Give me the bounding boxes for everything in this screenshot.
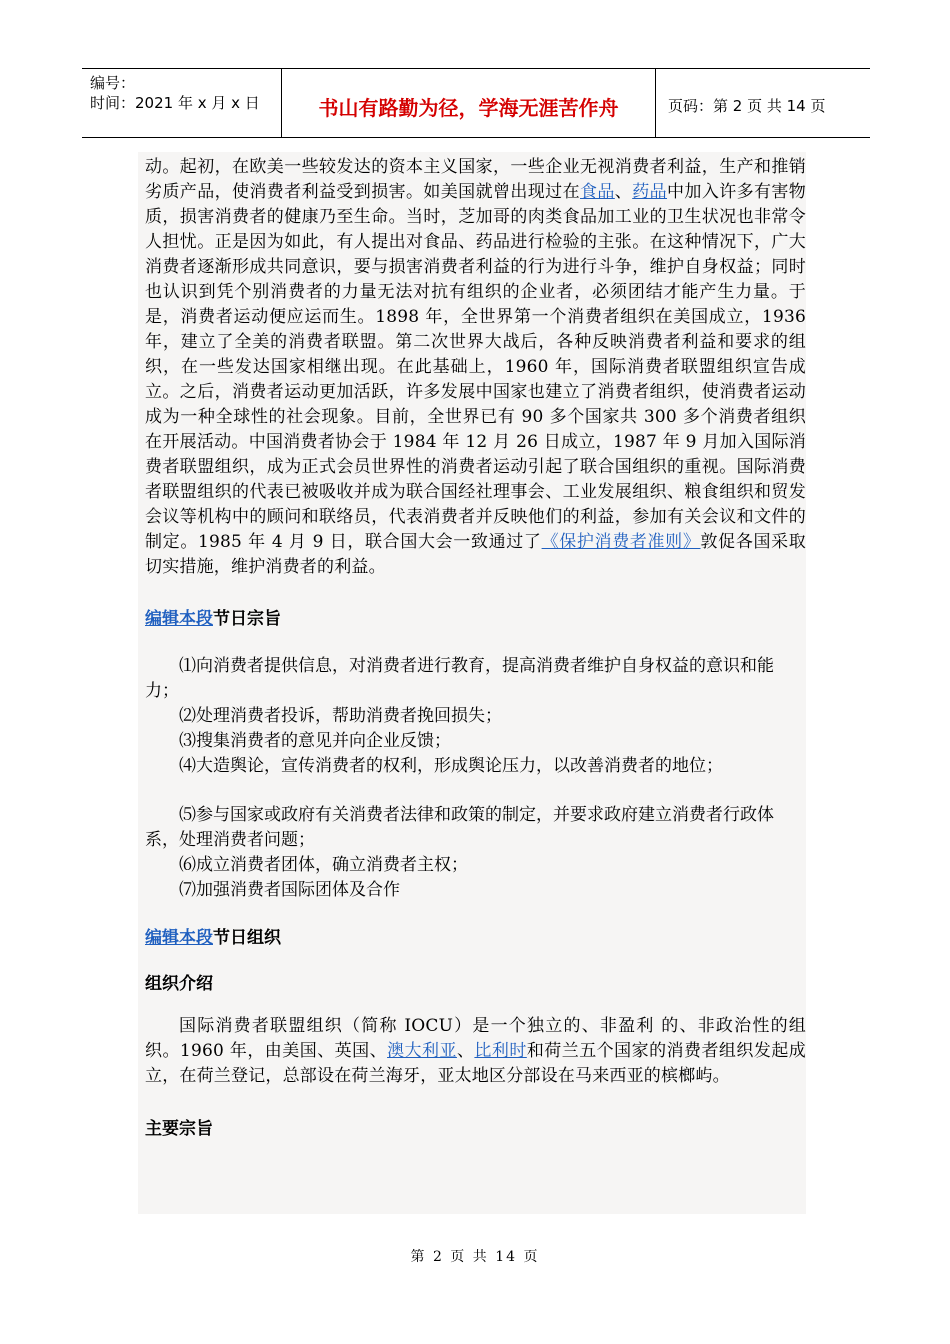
header-page-info: 页码：第 2 页 共 14 页 <box>668 96 826 115</box>
list-item: ⑺加强消费者国际团体及合作 <box>179 880 400 900</box>
link-belgium[interactable]: 比利时 <box>474 1041 527 1061</box>
page-footer: 第 2 页 共 14 页 <box>410 1249 540 1265</box>
history-paragraph: 动。起初，在欧美一些较发达的资本主义国家，一些企业无视消费者利益，生产和推销劣质产品，使消费者利益受到损害。如美国就曾出现过在食品、药品中加入许多有害物质，损害消费者的健康乃至生命。当时，芝加哥的肉类食品加工业的卫生状况也非常令人担忧。正是因为如此，有人提出对食品、药品进行检验的主张。在这种情况下，广大消费者逐渐形成共同意识，要与损害消费者利益的行为进行斗争，维护自身权益；同时也认识到凭个别消费者的力量无法对抗有组织的企业者，必须团结才能产生力量。于是，消费者运动便应运而生。1898 年，全世界第一个消费者组织在美国成立，1936 年，建立了全美的消费者联盟。第二次世界大战后，各种反映消费者利益和要求的组织，在一些发达国家相继出现。在此基础上，1960 年，国际消费者联盟组织宣告成立。之后，消费者运动更加活跃，许多发展中国家也建立了消费者组织，使消费者运动成为一种全球性的社会现象。目前，全世界已有 90 多个国家共 300 多个消费者组织在开展活动。中国消费者协会于 1984 年 12 月 26 日成立，1987 年 9 月加入国际消费者联盟组织，成为正式会员世界性的消费者运动引起了联合国组织的重视。国际消费者联盟组织的代表已被吸收并成为联合国经社理事会、工业发展组织、粮食组织和贸发会议等机构中的顾问和联络员，代表消费者并反映他们的利益，参加有关会议和文件的制定。1985 年 4 月 9 日，联合国大会一致通过了《保护消费者准则》敦促各国采取切实措施，维护消费者的利益。 <box>145 157 807 577</box>
edit-section-link[interactable]: 编辑本段 <box>145 609 213 629</box>
link-food[interactable]: 食品 <box>579 182 615 202</box>
list-item: ⑹成立消费者团体，确立消费者主权； <box>179 855 468 875</box>
header-date: 时间：2021 年 x 月 x 日 <box>90 94 260 112</box>
list-item: ⑸参与国家或政府有关消费者法律和政策的制定，并要求政府建立消费者行政体系，处理消费者问题； <box>145 805 774 850</box>
list-item: ⑷大造舆论，宣传消费者的权利，形成舆论压力，以改善消费者的地位； <box>179 756 723 776</box>
document-body <box>138 152 806 1214</box>
purpose-list-1 <box>145 654 806 779</box>
section-title: 节日宗旨 <box>213 609 281 629</box>
list-item: ⑵处理消费者投诉，帮助消费者挽回损失； <box>179 706 502 726</box>
page-header <box>82 68 870 138</box>
list-item: ⑶搜集消费者的意见并向企业反馈； <box>179 731 451 751</box>
sub-heading-introduction: 组织介绍 <box>145 974 213 994</box>
organization-paragraph: 国际消费者联盟组织（简称 IOCU）是一个独立的、非盈利 的、非政治性的组织。1960 年，由美国、英国、澳大利亚、比利时和荷兰五个国家的消费者组织发起成立，在荷兰登记，总部设在荷兰海牙，亚太地区分部设在马来西亚的槟榔屿。 <box>145 1016 806 1086</box>
section-title: 节日组织 <box>213 928 281 948</box>
section-heading-organization <box>145 926 806 950</box>
link-australia[interactable]: 澳大利亚 <box>387 1041 457 1061</box>
edit-section-link[interactable]: 编辑本段 <box>145 928 213 948</box>
header-motto: 书山有路勤为径，学海无涯苦作舟 <box>282 69 656 137</box>
link-medicine[interactable]: 药品 <box>632 182 668 202</box>
header-number: 编号： <box>90 74 136 92</box>
list-item: ⑴向消费者提供信息，对消费者进行教育，提高消费者维护自身权益的意识和能力； <box>145 656 774 701</box>
purpose-list-2 <box>145 803 806 903</box>
sub-heading-main-purpose: 主要宗旨 <box>145 1119 213 1139</box>
header-meta <box>82 69 282 137</box>
link-consumer-guidelines[interactable]: 《保护消费者准则》 <box>541 532 701 552</box>
section-heading-purpose <box>145 607 806 631</box>
